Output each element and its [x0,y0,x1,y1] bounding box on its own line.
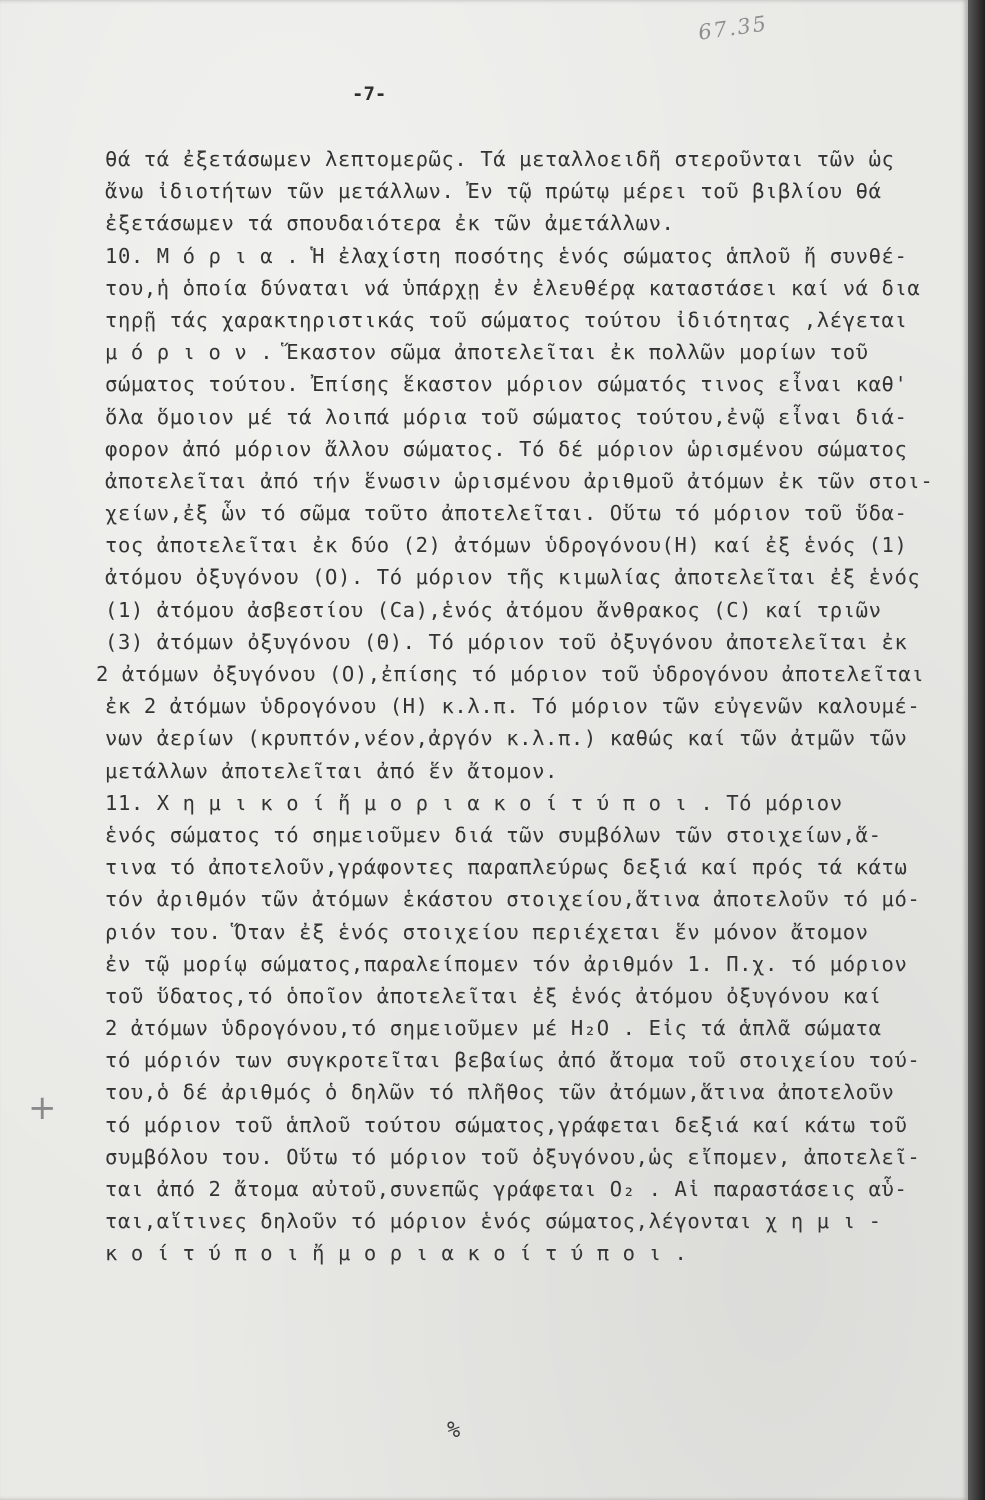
text-line: τινα τό ἀποτελοῦν,γράφοντες παραπλεύρως δεξιά καί πρός τά κάτω [105,855,908,880]
text-line: ριόν του. Ὅταν ἐξ ἑνός στοιχείου περιέχεται ἕν μόνον ἄτομον [105,919,869,944]
text-line: ἐν τῷ μορίῳ σώματος,παραλείπομεν τόν ἀριθμόν 1. Π.χ. τό μόριον [105,951,908,976]
pencil-annotation: 67.35 [696,11,770,45]
page-number: -7- [352,83,387,105]
text-line: νων ἀερίων (κρυπτόν,νέον,ἀργόν κ.λ.π.) καθώς καί τῶν ἀτμῶν τῶν [105,726,908,751]
text-line: φορον ἀπό μόριον ἄλλου σώματος. Τό δέ μόριον ὡρισμένου σώματος [105,436,908,461]
text-line: ἀποτελεῖται ἀπό τήν ἕνωσιν ὡρισμένου ἀριθμοῦ ἀτόμων ἐκ τῶν στοι- [105,468,934,493]
text-line: σώματος τούτου. Ἐπίσης ἕκαστον μόριον σώματός τινος εἶναι καθ' [105,372,908,397]
text-line: ἐκ 2 ἀτόμων ὑδρογόνου (Η) κ.λ.π. Τό μόριον τῶν εὐγενῶν καλουμέ- [105,694,921,719]
text-line: μετάλλων ἀποτελεῖται ἀπό ἕν ἄτομον. [105,758,558,783]
text-line: ἄνω ἰδιοτήτων τῶν μετάλλων. Ἐν τῷ πρώτῳ μέρει τοῦ βιβλίου θά [105,179,882,204]
text-line: τοῦ ὕδατος,τό ὁποῖον ἀποτελεῖται ἐξ ἑνός ἀτόμου ὀξυγόνου καί [105,983,882,1008]
text-line: ται ἀπό 2 ἄτομα αὐτοῦ,συνεπῶς γράφεται Ο₂ . Αἱ παραστάσεις αὗ- [105,1177,908,1201]
text-line: μ ό ρ ι ο ν . Ἕκαστον σῶμα ἀποτελεῖται ἐκ πολλῶν μορίων τοῦ [105,340,869,365]
text-line: τό μόριον τοῦ ἁπλοῦ τούτου σώματος,γράφεται δεξιά καί κάτω τοῦ [105,1112,908,1137]
text-line: του,ἡ ὁποία δύναται νά ὑπάρχῃ ἐν ἐλευθέρᾳ καταστάσει καί νά δια [105,275,921,300]
section-heading-line: 11. Χ η μ ι κ ο ί ἤ μ ο ρ ι α κ ο ί τ ύ π ο ι . Τό μόριον [105,790,843,815]
text-line: τό μόριόν των συγκροτεῖται βεβαίως ἀπό ἄτομα τοῦ στοιχείου τού- [105,1048,921,1073]
text-line: (1) ἀτόμου ἀσβεστίου (Ca),ἑνός ἀτόμου ἄνθρακος (C) καί τριῶν [105,597,882,622]
footer-mark: % [447,1418,461,1443]
text-line: κ ο ί τ ύ π ο ι ἤ μ ο ρ ι α κ ο ί τ ύ π ο ι . [105,1241,688,1266]
text-line: τηρῇ τάς χαρακτηριστικάς τοῦ σώματος τούτου ἰδιότητας ,λέγεται [105,307,908,332]
text-line: ὅλα ὅμοιον μέ τά λοιπά μόρια τοῦ σώματος τούτου,ἐνῷ εἶναι διά- [105,404,908,429]
text-line: ται,αἵτινες δηλοῦν τό μόριον ἑνός σώματος,λέγονται χ η μ ι - [105,1209,882,1234]
scan-edge [968,0,985,1500]
text-line: 2 ἀτόμων ὑδρογόνου,τό σημειοῦμεν μέ Η₂Ο . Εἰς τά ἁπλᾶ σώματα [105,1016,882,1041]
text-line: του,ὁ δέ ἀριθμός ὁ δηλῶν τό πλῆθος τῶν ἀτόμων,ἅτινα ἀποτελοῦν [105,1080,895,1105]
section-heading-line: 10. Μ ό ρ ι α . Ἡ ἐλαχίστη ποσότης ἑνός σώματος ἁπλοῦ ἤ συνθέ- [105,243,908,268]
text-line: θά τά ἐξετάσωμεν λεπτομερῶς. Τά μεταλλοειδῆ στεροῦνται τῶν ὡς [105,147,895,171]
text-line: τος ἀποτελεῖται ἐκ δύο (2) ἀτόμων ὑδρογόνου(Η) καί ἐξ ἑνός (1) [105,533,908,558]
text-line: συμβόλου του. Οὕτω τό μόριον τοῦ ὀξυγόνου,ὡς εἴπομεν, ἀποτελεῖ- [105,1144,921,1169]
text-line: ἀτόμου ὀξυγόνου (Ο). Τό μόριον τῆς κιμωλίας ἀποτελεῖται ἐξ ἑνός [105,565,921,590]
text-line: 2 ἀτόμων ὀξυγόνου (Ο),ἐπίσης τό μόριον τοῦ ὑδρογόνου ἀποτελεῖται [96,662,925,686]
text-line: ἑνός σώματος τό σημειοῦμεν διά τῶν συμβόλων τῶν στοιχείων,ἅ- [105,822,882,847]
text-line: χείων,ἐξ ὧν τό σῶμα τοῦτο ἀποτελεῖται. Οὕτω τό μόριον τοῦ ὕδα- [105,501,908,526]
text-line: (3) ἀτόμων ὀξυγόνου (Θ). Τό μόριον τοῦ ὀξυγόνου ἀποτελεῖται ἐκ [105,629,908,654]
body-text [96,143,965,1270]
text-line: ἐξετάσωμεν τά σπουδαιότερα ἐκ τῶν ἀμετάλλων. [105,211,675,236]
margin-cross-mark: + [28,1088,57,1128]
text-line: τόν ἀριθμόν τῶν ἀτόμων ἑκάστου στοιχείου,ἅτινα ἀποτελοῦν τό μό- [105,887,921,912]
